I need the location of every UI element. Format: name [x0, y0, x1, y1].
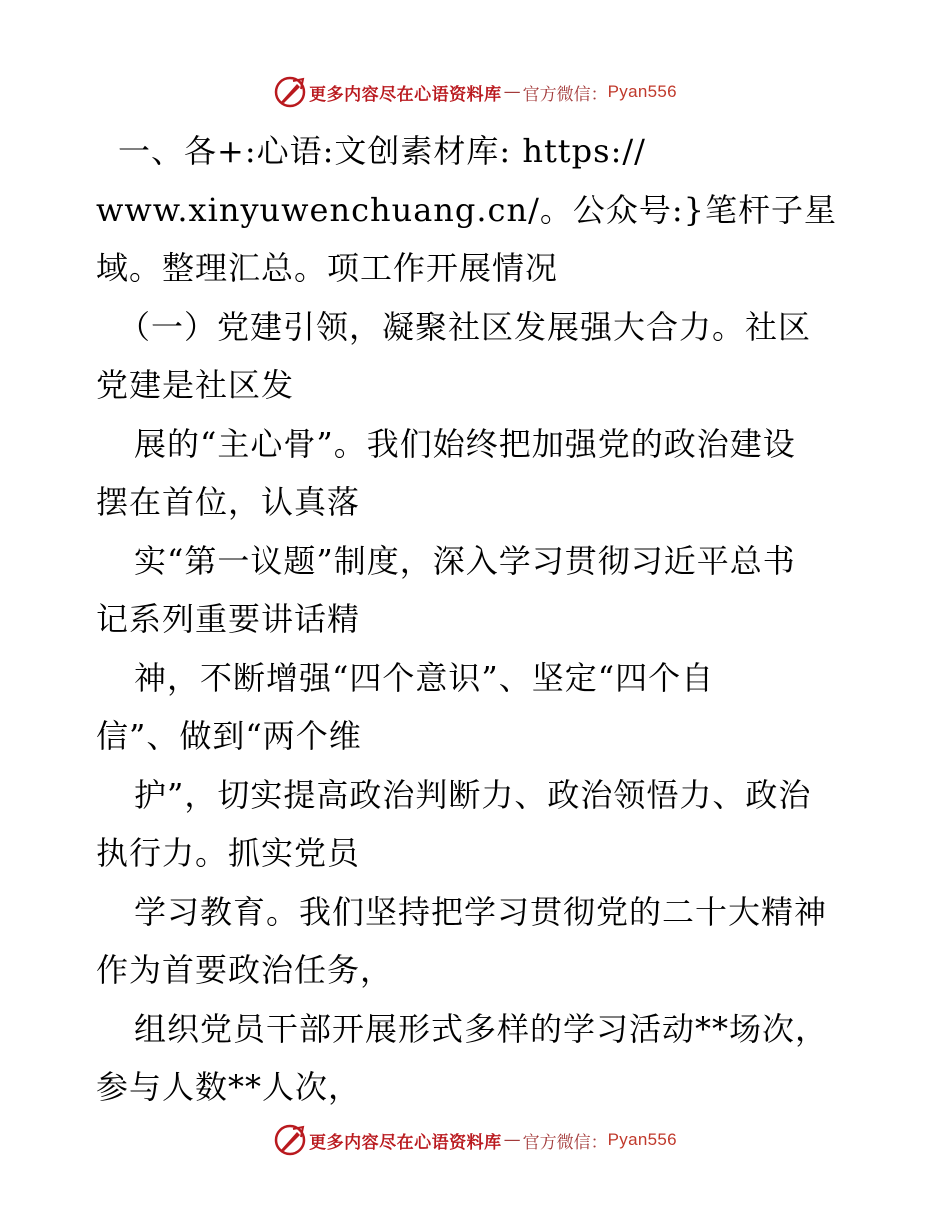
header-banner	[0, 72, 950, 112]
doc-line: 学习教育。我们坚持把学习贯彻党的二十大精神	[134, 892, 828, 931]
doc-line: 护”，切实提高政治判断力、政治领悟力、政治	[134, 775, 812, 814]
doc-line: 一、各+:心语:文创素材库: https://	[118, 132, 646, 170]
feather-pen-circle-icon	[273, 75, 307, 109]
doc-line: 执行力。抓实党员	[96, 834, 361, 872]
feather-pen-circle-icon	[273, 1123, 307, 1157]
doc-line: 展的“主心骨”。我们始终把加强党的政治建设	[134, 424, 796, 463]
doc-line: 摆在首位，认真落	[96, 483, 361, 521]
doc-line: 组织党员干部开展形式多样的学习活动**场次，	[134, 1009, 829, 1048]
doc-line: www.xinyuwenchuang.cn/。公众号:}笔杆子星	[96, 190, 838, 229]
doc-line: 作为首要政治任务，	[96, 951, 394, 989]
banner-wechat-account: Pyan556	[607, 1130, 677, 1149]
document-body	[96, 122, 856, 1117]
banner-wechat-label: 官方微信：	[522, 84, 608, 105]
doc-line: 实“第一议题”制度，深入学习贯彻习近平总书	[134, 541, 796, 580]
banner-text: 更多内容尽在心语资料库	[309, 1132, 502, 1153]
doc-line: 信”、做到“两个维	[96, 717, 362, 755]
doc-line: 记系列重要讲话精	[96, 600, 361, 638]
banner-text: 更多内容尽在心语资料库	[309, 84, 502, 105]
doc-line: 参与人数**人次，	[96, 1068, 362, 1106]
doc-line: 党建是社区发	[96, 366, 295, 404]
banner-wechat-account: Pyan556	[607, 82, 677, 101]
doc-line: 神，不断增强“四个意识”、坚定“四个自	[134, 658, 715, 697]
doc-line: 域。整理汇总。项工作开展情况	[96, 249, 559, 287]
banner-wechat-label: 官方微信：	[522, 1132, 608, 1153]
banner-separator: —	[503, 82, 521, 102]
banner-separator: —	[503, 1130, 521, 1150]
footer-banner	[0, 1120, 950, 1160]
doc-line: （一）党建引领，凝聚社区发展强大合力。社区	[118, 307, 812, 346]
